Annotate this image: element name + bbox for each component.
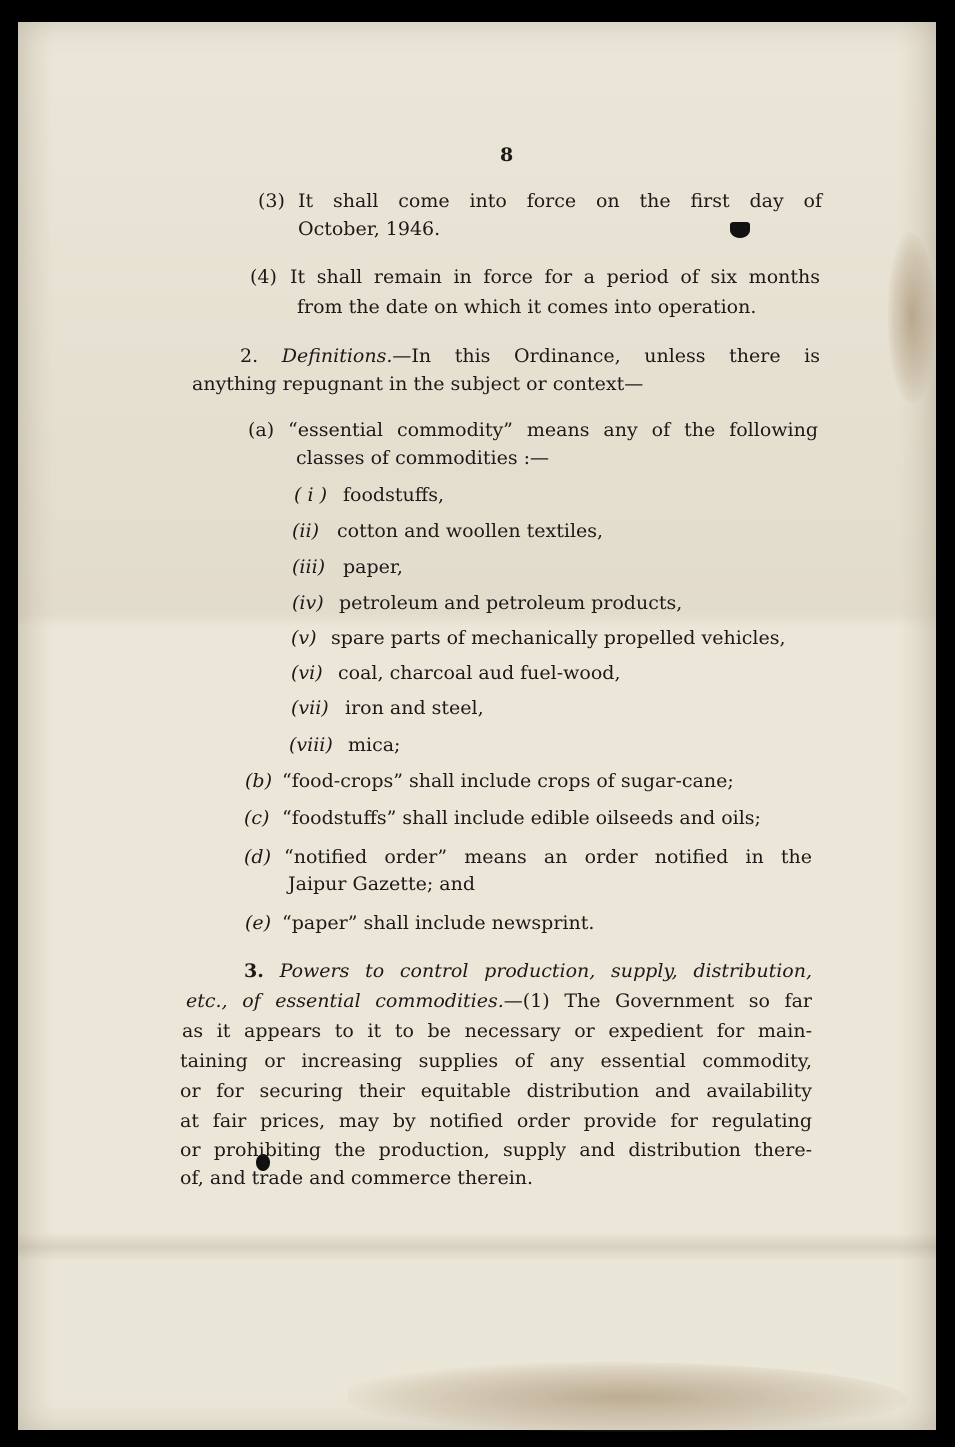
commodity-8-number: (viii) — [289, 734, 333, 756]
clause-a-line2: classes of commodities :— — [296, 447, 550, 469]
section-3-line: as it appears to it to be necessary or expedient for main- — [182, 1020, 812, 1042]
section-3-line: at fair prices, may by notified order provide for regulating — [180, 1110, 812, 1132]
commodity-3-number: (iii) — [292, 556, 326, 578]
clause-a-line1: “essential commodity” means any of the following — [288, 419, 818, 441]
section-3-line: taining or increasing supplies of any essential commodity, — [180, 1050, 812, 1072]
section-3-subsection-1-start: —(1) The Government so far — [503, 990, 812, 1012]
commodity-4-number: (iv) — [292, 592, 324, 614]
section-2-heading-line — [240, 343, 820, 369]
clause-d-number: (d) — [244, 846, 271, 868]
section-3-heading: Powers to control production, supply, distribution, — [279, 960, 812, 982]
commodity-7-text: iron and steel, — [345, 697, 484, 719]
page-number: 8 — [500, 144, 514, 166]
commodity-3-text: paper, — [343, 556, 403, 578]
subsection-4-number: (4) — [250, 266, 277, 288]
section-2-intro-line2: anything repugnant in the subject or context— — [192, 373, 644, 395]
subsection-4-line2: from the date on which it comes into operation. — [297, 296, 757, 318]
commodity-6-number: (vi) — [291, 662, 323, 684]
clause-b-text: “food-crops” shall include crops of sugar-cane; — [282, 770, 734, 792]
commodity-6-text: coal, charcoal aud fuel-wood, — [338, 662, 621, 684]
clause-c-number: (c) — [244, 807, 270, 829]
clause-c-text: “foodstuffs” shall include edible oilseeds and oils; — [282, 807, 761, 829]
section-3-line: or prohibiting the production, supply and distribution there- — [180, 1139, 812, 1161]
section-3-heading-line2 — [186, 988, 812, 1014]
section-3-line: or for securing their equitable distribution and availability — [180, 1080, 812, 1102]
clause-b-number: (b) — [245, 770, 272, 792]
subsection-4-line1: It shall remain in force for a period of six months — [290, 266, 820, 288]
clause-a-number: (a) — [248, 419, 275, 441]
clause-e-number: (e) — [245, 912, 272, 934]
section-2-intro: —In this Ordinance, unless there is — [392, 345, 820, 367]
section-3-heading-line1 — [244, 958, 812, 984]
subsection-3-line1: It shall come into force on the first day of — [298, 190, 822, 212]
commodity-5-text: spare parts of mechanically propelled vehicles, — [331, 627, 786, 649]
commodity-7-number: (vii) — [291, 697, 329, 719]
commodity-2-number: (ii) — [292, 520, 319, 542]
commodity-5-number: (v) — [291, 627, 317, 649]
commodity-8-text: mica; — [348, 734, 401, 756]
commodity-4-text: petroleum and petroleum products, — [339, 592, 683, 614]
section-3-heading-cont: etc., of essential commodities. — [186, 990, 504, 1012]
subsection-3-line2: October, 1946. — [298, 218, 441, 240]
clause-d-line2: Jaipur Gazette; and — [288, 873, 475, 895]
document-page — [18, 22, 936, 1430]
section-3-line: of, and trade and commerce therein. — [180, 1167, 534, 1189]
section-2-heading: Definitions. — [281, 345, 393, 367]
commodity-2-text: cotton and woollen textiles, — [337, 520, 604, 542]
subsection-3-number: (3) — [258, 190, 285, 212]
clause-e-text: “paper” shall include newsprint. — [282, 912, 595, 934]
commodity-1-text: foodstuffs, — [343, 484, 444, 506]
commodity-1-number: ( i ) — [294, 484, 327, 506]
paper-stain-bottom — [348, 1362, 908, 1432]
clause-d-line1: “notified order” means an order notified in the — [284, 846, 812, 868]
punch-hole-top — [730, 222, 750, 238]
paper-stain-right — [888, 232, 936, 402]
section-3-number: 3. — [244, 960, 264, 982]
section-2-number: 2. — [240, 345, 259, 367]
